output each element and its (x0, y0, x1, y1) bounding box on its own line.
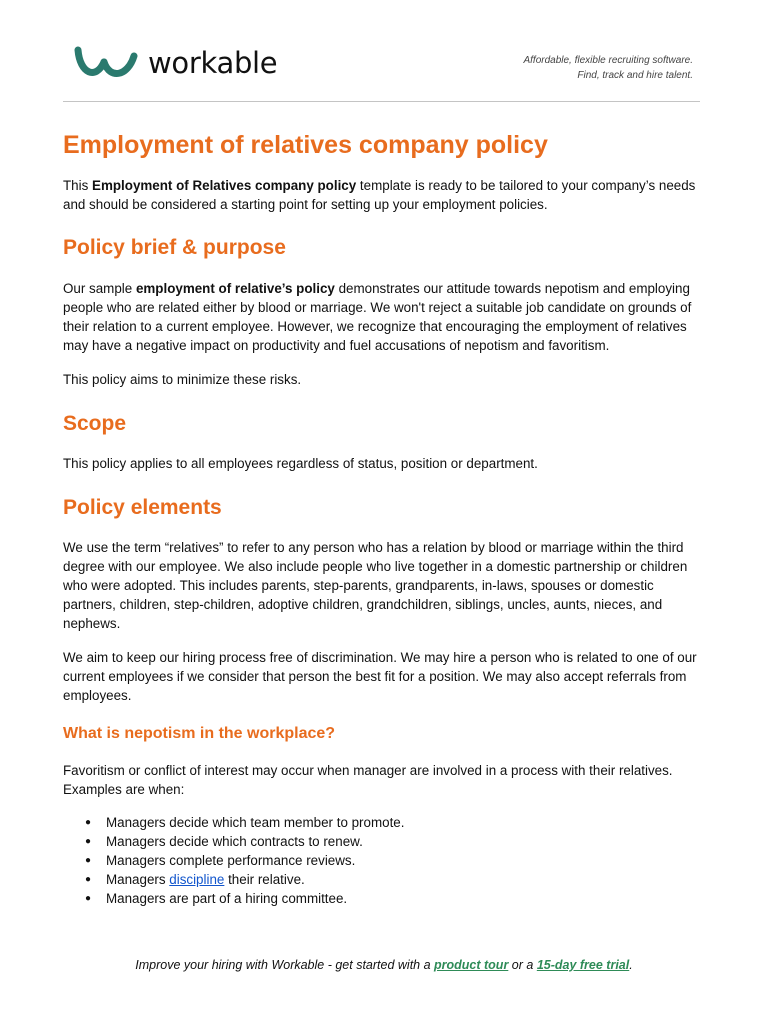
section-heading-brief: Policy brief & purpose (63, 236, 286, 259)
page-title: Employment of relatives company policy (63, 131, 548, 159)
scope-paragraph: This policy applies to all employees regardless of status, position or department. (63, 456, 538, 471)
brief-p1-pre: Our sample (63, 281, 136, 296)
section-heading-elements: Policy elements (63, 496, 222, 519)
elements-paragraph-1: We use the term “relatives” to refer to any person who has a relation by blood or marriage within the third degree with our employee. We also include people who live together in a domestic partnership or children who were adopted. This includes parents, step-parents, grandparents, in-laws, spouses or domestic partners, children, step-children, adoptive children, grandchildren, siblings, uncles, aunts, nieces, and nephews. (63, 540, 688, 631)
bullet4-pre: Managers (106, 872, 170, 887)
discipline-link[interactable]: discipline (169, 872, 225, 887)
brief-p1-bold: employment of relative’s policy (135, 281, 335, 296)
document-header (0, 0, 768, 105)
intro-bold: Employment of Relatives company policy (92, 178, 357, 193)
brief-paragraph-2: This policy aims to minimize these risks. (63, 372, 302, 387)
bullet4-post: their relative. (224, 872, 305, 887)
elements-paragraph-2: We aim to keep our hiring process free of discrimination. We may hire a person who is related to one of our current employees if we consider that person the best fit for a position. We may also accept referrals from employees. (63, 650, 697, 703)
footer-pre: Improve your hiring with Workable - get started with a (135, 958, 435, 972)
brief-paragraph-1 (63, 279, 703, 355)
product-tour-link[interactable]: product tour (434, 958, 509, 972)
document-body (63, 128, 703, 908)
tagline-line-1: Affordable, flexible recruiting software. (523, 55, 693, 66)
free-trial-link[interactable]: 15-day free trial (536, 958, 630, 972)
list-item: ● Managers decide which team member to promote. (106, 813, 703, 832)
list-item: ● Managers complete performance reviews. (106, 851, 703, 870)
subheading-nepotism: What is nepotism in the workplace? (63, 725, 336, 742)
list-item: ● Managers decide which contracts to renew. (106, 832, 703, 851)
footer-post: . (629, 958, 633, 972)
intro-pre: This (63, 178, 93, 193)
tagline-line-2: Find, track and hire talent. (577, 70, 693, 81)
nepotism-paragraph: Favoritism or conflict of interest may occur when manager are involved in a process with their relatives. Examples are when: (63, 763, 673, 797)
header-divider (63, 101, 700, 102)
section-heading-scope: Scope (63, 412, 127, 435)
footer-mid: or a (508, 958, 537, 972)
intro-post: template is ready to be tailored to your company’s needs and should be considered a starting point for setting up your employment policies. (63, 178, 696, 212)
tagline (523, 53, 693, 83)
list-item (106, 870, 703, 889)
workable-w-icon (74, 44, 138, 82)
intro-paragraph (63, 176, 703, 214)
nepotism-examples-list (63, 813, 703, 908)
brief-p1-post: demonstrates our attitude towards nepotism and employing people who are related either by blood or marriage. We won't reject a suitable job candidate on grounds of their relation to a current employee. However, we recognize that encouraging the employment of relatives may have a negative impact on productivity and fuel accusations of nepotism and favoritism. (63, 281, 692, 353)
list-item: ● Managers are part of a hiring committee. (106, 889, 703, 908)
workable-logo[interactable] (74, 44, 277, 82)
footer-cta (0, 958, 768, 972)
logo-wordmark: workable (148, 45, 278, 80)
